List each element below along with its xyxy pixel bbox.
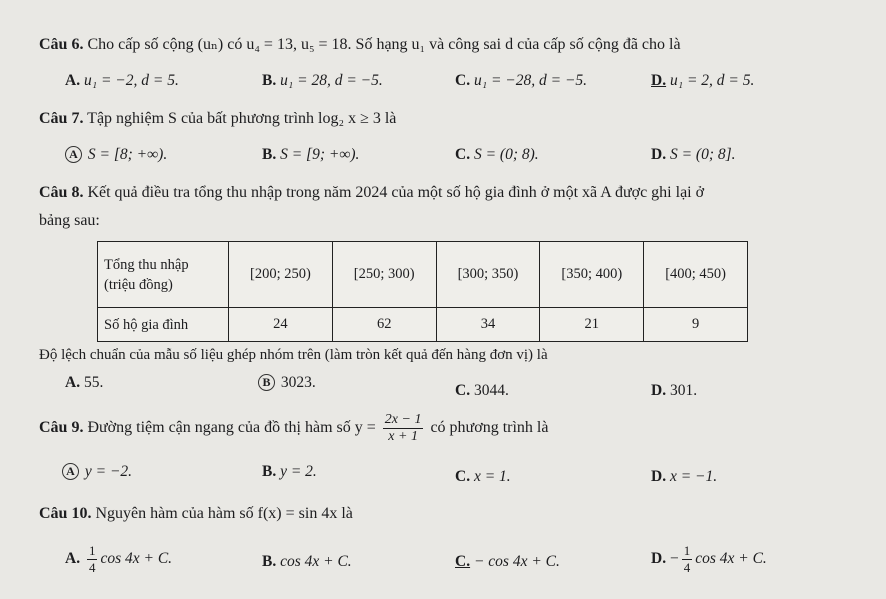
selected-answer-circle: B bbox=[258, 374, 275, 391]
q7-option-d[interactable]: D. S = (0; 8]. bbox=[651, 146, 736, 163]
q10-option-c[interactable]: C. − cos 4x + C. bbox=[455, 553, 560, 570]
fraction: $\frac{1}{4}$ bbox=[88, 543, 96, 575]
q6-option-c[interactable]: C. u₁ = −28, d = −5. bbox=[455, 72, 588, 89]
table-cell: [350; 400) bbox=[540, 242, 644, 308]
table-cell: 34 bbox=[436, 308, 540, 342]
question-6-text: Cho cấp số cộng (uₙ) có u₄ = 13, u₅ = 18. Số hạng u₁ và công sai d của cấp số cộng đã cho là bbox=[87, 36, 681, 53]
q8-option-d[interactable]: D. 301. bbox=[651, 382, 698, 399]
question-8 bbox=[39, 184, 704, 202]
table-cell: 24 bbox=[229, 308, 333, 342]
question-7-text: Tập nghiệm S của bất phương trình log₂ x ≥ 3 là bbox=[87, 110, 397, 127]
question-8-text: Kết quả điều tra tổng thu nhập trong năm 2024 của một số hộ gia đình ở một xã A được ghi lại ở bbox=[87, 184, 705, 201]
income-table bbox=[97, 241, 748, 342]
table-row bbox=[98, 242, 748, 308]
question-8-text-line2: bảng sau: bbox=[39, 212, 100, 229]
q9-option-c[interactable]: C. x = 1. bbox=[455, 468, 511, 485]
q10-option-a[interactable]: A. $\frac{1}{4}$ cos 4x + C. bbox=[65, 543, 173, 575]
q7-option-b[interactable]: B. S = [9; +∞). bbox=[262, 146, 360, 163]
q7-option-a[interactable]: A S = [8; +∞). bbox=[65, 146, 167, 164]
q9-option-d[interactable]: D. x = −1. bbox=[651, 468, 718, 485]
table-cell: [200; 250) bbox=[229, 242, 333, 308]
q6-option-b[interactable]: B. u₁ = 28, d = −5. bbox=[262, 72, 383, 89]
question-10-label: Câu 10. bbox=[39, 505, 92, 522]
q9-option-a[interactable]: A y = −2. bbox=[62, 463, 132, 481]
selected-answer-circle: A bbox=[65, 146, 82, 163]
table-cell: 21 bbox=[540, 308, 644, 342]
table-cell: [400; 450) bbox=[644, 242, 748, 308]
table-cell: 9 bbox=[644, 308, 748, 342]
table-row bbox=[98, 308, 748, 342]
q9-option-b[interactable]: B. y = 2. bbox=[262, 463, 317, 480]
q8-option-a[interactable]: A. 55. bbox=[65, 374, 104, 391]
fraction: $\frac{1}{4}$ bbox=[683, 543, 691, 575]
table-header-income: Tổng thu nhập (triệu đồng) bbox=[98, 242, 229, 308]
question-7-label: Câu 7. bbox=[39, 110, 84, 127]
question-6 bbox=[39, 34, 681, 54]
q8-option-b[interactable]: B 3023. bbox=[258, 374, 316, 392]
question-10 bbox=[39, 505, 353, 523]
q10-option-d[interactable]: D. − $\frac{1}{4}$ cos 4x + C. bbox=[651, 543, 767, 575]
question-7 bbox=[39, 110, 396, 128]
table-cell: [300; 350) bbox=[436, 242, 540, 308]
table-cell: 62 bbox=[332, 308, 436, 342]
question-6-label: Câu 6. bbox=[39, 36, 84, 53]
question-9-label: Câu 9. bbox=[39, 419, 84, 437]
q6-option-a[interactable]: A. u₁ = −2, d = 5. bbox=[65, 72, 179, 89]
question-10-text: Nguyên hàm của hàm số f(x) = sin 4x là bbox=[95, 505, 353, 522]
question-8-label: Câu 8. bbox=[39, 184, 84, 201]
question-9: Câu 9. Đường tiệm cận ngang của đồ thị hàm số y = $\frac{2x - 1}{x + 1}$ có phương trình là bbox=[39, 412, 549, 444]
table-header-households: Số hộ gia đình bbox=[98, 308, 229, 342]
selected-answer-circle: A bbox=[62, 463, 79, 480]
question-9-text: Đường tiệm cận ngang của đồ thị hàm số y = bbox=[87, 419, 376, 437]
q8-option-c[interactable]: C. 3044. bbox=[455, 382, 509, 399]
fraction: $\frac{2x - 1}{x + 1}$ bbox=[384, 412, 422, 444]
question-8-prompt: Độ lệch chuẩn của mẫu số liệu ghép nhóm trên (làm tròn kết quả đến hàng đơn vị) là bbox=[39, 347, 548, 363]
q6-option-d[interactable]: D. u₁ = 2, d = 5. bbox=[651, 72, 755, 89]
table-cell: [250; 300) bbox=[332, 242, 436, 308]
q7-option-c[interactable]: C. S = (0; 8). bbox=[455, 146, 539, 163]
q10-option-b[interactable]: B. cos 4x + C. bbox=[262, 553, 352, 570]
